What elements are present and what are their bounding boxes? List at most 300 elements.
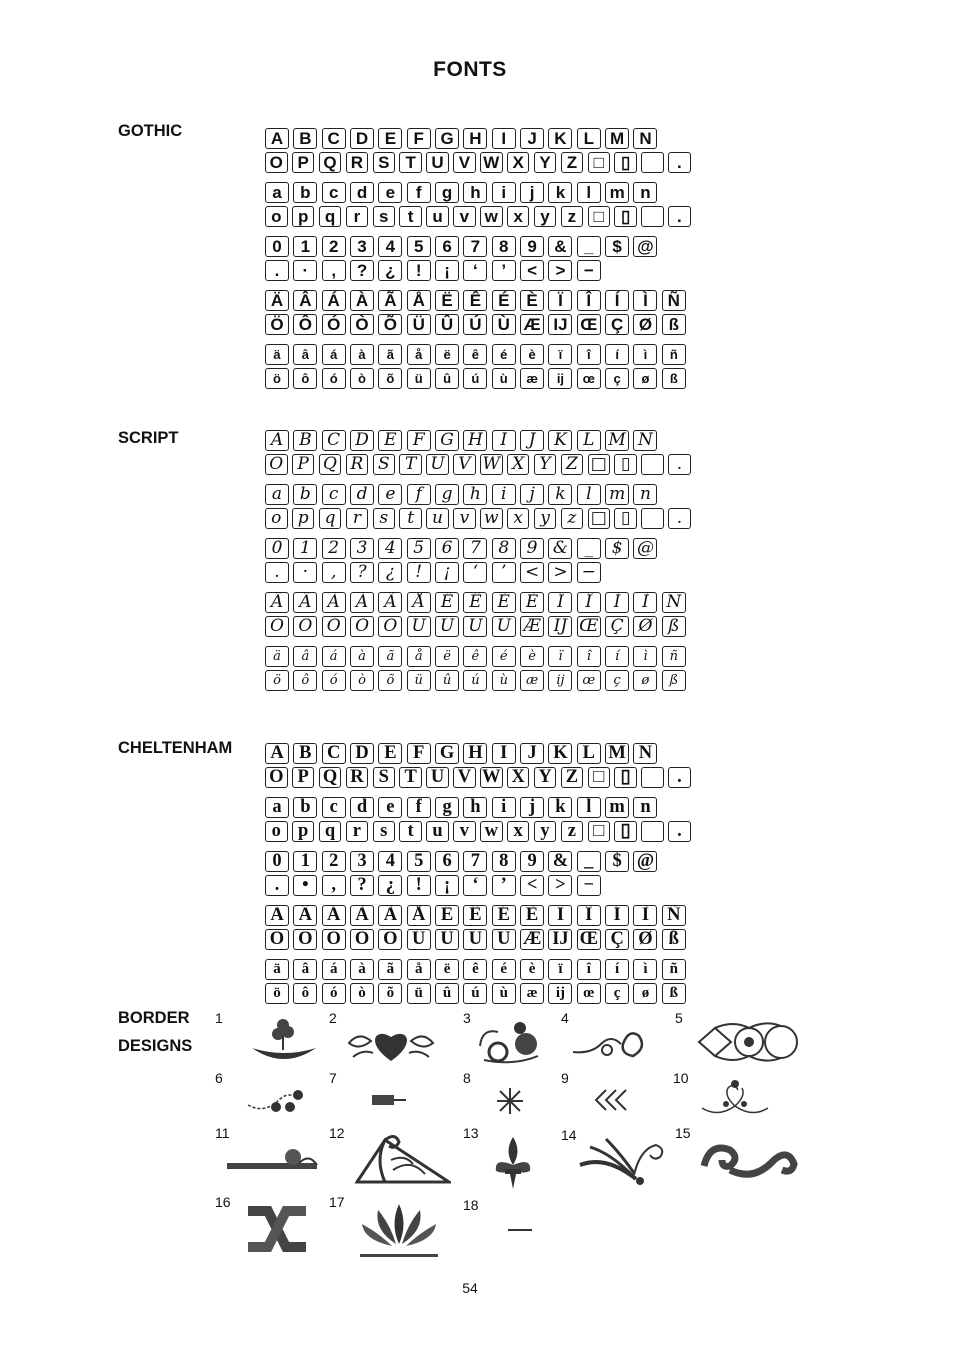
character-key: Ô: [293, 616, 317, 637]
character-key: a: [265, 182, 289, 203]
character-key: .: [668, 454, 691, 475]
character-key: 0: [265, 236, 289, 257]
rose-swirl-icon: [474, 1018, 544, 1066]
character-key: M: [605, 743, 629, 764]
character-key: g: [435, 182, 459, 203]
character-row: [265, 430, 695, 451]
border-number: 10: [673, 1070, 689, 1086]
character-key: z: [561, 206, 584, 227]
character-key: 4: [378, 851, 402, 872]
character-key: ë: [435, 959, 459, 980]
page-title: FONTS: [433, 58, 507, 81]
character-key: Ê: [463, 592, 487, 613]
character-key: Å: [407, 905, 431, 926]
character-key: X: [507, 454, 530, 475]
character-key: Á: [322, 290, 346, 311]
character-key: Ä: [265, 290, 289, 311]
character-key: 1: [293, 538, 317, 559]
tulip-vine-icon: [571, 1024, 651, 1062]
character-key: 8: [492, 851, 516, 872]
character-key: Î: [577, 905, 601, 926]
character-key: Y: [534, 152, 557, 173]
character-key: .: [265, 562, 289, 583]
character-key: IJ: [548, 314, 572, 335]
character-key: Æ: [520, 929, 544, 950]
character-key: U: [426, 767, 449, 788]
character-key: Á: [322, 905, 346, 926]
character-key: .: [668, 821, 691, 842]
character-key: u: [426, 508, 449, 529]
character-row: [265, 152, 695, 173]
character-key: v: [453, 508, 476, 529]
character-key: Ç: [605, 616, 629, 637]
character-key: Í: [605, 592, 629, 613]
character-key: é: [492, 344, 516, 365]
character-key: œ: [577, 670, 601, 691]
character-row: [265, 236, 695, 257]
script-character-grid: [265, 430, 695, 694]
character-key: L: [577, 743, 601, 764]
character-key: Ñ: [662, 592, 686, 613]
character-key: ì: [633, 646, 657, 667]
character-key: Ã: [378, 905, 402, 926]
character-key: É: [492, 905, 516, 926]
character-key: r: [346, 821, 369, 842]
character-key: U: [426, 454, 449, 475]
character-key: c: [322, 797, 346, 818]
character-key: ç: [605, 368, 629, 389]
character-key: l: [577, 484, 601, 505]
character-row: [265, 929, 695, 950]
character-key: Ñ: [662, 905, 686, 926]
character-key: ¡: [435, 875, 459, 896]
character-key: Ü: [407, 929, 431, 950]
character-key: B: [293, 430, 317, 451]
character-key: q: [319, 821, 342, 842]
character-key: l: [577, 797, 601, 818]
character-key: Z: [561, 454, 584, 475]
character-row: [265, 290, 695, 311]
character-row: [265, 128, 695, 149]
character-key: Å: [407, 592, 431, 613]
section-label-script: SCRIPT: [118, 429, 179, 447]
character-key: □: [588, 767, 611, 788]
character-key: .: [668, 206, 691, 227]
character-key: S: [373, 152, 396, 173]
character-key: ì: [633, 344, 657, 365]
character-key: e: [378, 797, 402, 818]
starburst-icon: [495, 1086, 525, 1116]
character-key: ▯: [614, 821, 637, 842]
character-key: Ò: [350, 929, 374, 950]
character-key: é: [492, 959, 516, 980]
character-key: ¿: [378, 875, 402, 896]
character-key: Ö: [265, 314, 289, 335]
character-key: b: [293, 797, 317, 818]
character-key: v: [453, 206, 476, 227]
character-key: _: [577, 538, 601, 559]
character-key: o: [265, 508, 288, 529]
character-key: ñ: [662, 646, 686, 667]
character-key: ø: [633, 983, 657, 1004]
character-key: I: [492, 743, 516, 764]
character-key: G: [435, 430, 459, 451]
character-key: ä: [265, 646, 289, 667]
character-key: Õ: [378, 616, 402, 637]
character-key: ü: [407, 983, 431, 1004]
character-key: M: [605, 430, 629, 451]
character-key: f: [407, 797, 431, 818]
border-number: 4: [561, 1010, 569, 1026]
character-key: [641, 454, 664, 475]
character-key: ö: [265, 670, 289, 691]
character-key: ▯: [614, 508, 637, 529]
character-row: [265, 616, 695, 637]
border-number: 13: [463, 1125, 479, 1141]
character-key: ·: [293, 562, 317, 583]
acanthus-corner-icon: [355, 1130, 451, 1186]
character-key: e: [378, 484, 402, 505]
character-key: z: [561, 821, 584, 842]
character-key: ’: [492, 875, 516, 896]
character-key: N: [633, 430, 657, 451]
section-label-cheltenham: CHELTENHAM: [118, 739, 233, 757]
character-key: N: [633, 743, 657, 764]
character-key: K: [548, 128, 572, 149]
character-key: ü: [407, 670, 431, 691]
character-key: è: [520, 646, 544, 667]
character-key: r: [346, 508, 369, 529]
dash-line-icon: [507, 1226, 533, 1234]
character-key: ô: [293, 983, 317, 1004]
character-key: ò: [350, 368, 374, 389]
character-key: Í: [605, 290, 629, 311]
character-key: 0: [265, 851, 289, 872]
character-key: y: [534, 206, 557, 227]
border-number: 12: [329, 1125, 345, 1141]
character-key: >: [548, 260, 572, 281]
border-number: 7: [329, 1070, 337, 1086]
character-key: 7: [463, 236, 487, 257]
character-key: ▯: [614, 152, 637, 173]
character-key: −: [577, 562, 601, 583]
character-key: i: [492, 797, 516, 818]
character-key: i: [492, 484, 516, 505]
character-key: û: [435, 983, 459, 1004]
character-key: X: [507, 152, 530, 173]
character-key: Ú: [463, 616, 487, 637]
character-key: â: [293, 646, 317, 667]
character-key: ø: [633, 670, 657, 691]
character-key: Ì: [633, 592, 657, 613]
character-key: á: [322, 344, 346, 365]
character-key: $: [605, 538, 629, 559]
character-key: q: [319, 508, 342, 529]
character-key: ▯: [614, 206, 637, 227]
character-key: ø: [633, 368, 657, 389]
character-key: Ø: [633, 314, 657, 335]
character-key: ë: [435, 646, 459, 667]
character-key: V: [453, 767, 476, 788]
palmette-icon: [356, 1200, 442, 1260]
character-key: @: [633, 236, 657, 257]
character-row: [265, 851, 695, 872]
character-key: ij: [548, 368, 572, 389]
character-key: ,: [322, 562, 346, 583]
character-key: U: [426, 152, 449, 173]
character-key: L: [577, 128, 601, 149]
character-key: ’: [492, 562, 516, 583]
character-key: ö: [265, 368, 289, 389]
character-key: f: [407, 182, 431, 203]
character-row: [265, 314, 695, 335]
character-key: <: [520, 260, 544, 281]
character-key: í: [605, 646, 629, 667]
cheltenham-character-grid: [265, 743, 695, 1007]
character-key: G: [435, 128, 459, 149]
character-key: _: [577, 851, 601, 872]
border-number: 5: [675, 1010, 683, 1026]
character-key: Ì: [633, 905, 657, 926]
character-key: ì: [633, 959, 657, 980]
character-key: X: [507, 767, 530, 788]
character-key: Ç: [605, 929, 629, 950]
character-key: û: [435, 368, 459, 389]
character-key: e: [378, 182, 402, 203]
character-key: $: [605, 236, 629, 257]
character-key: L: [577, 430, 601, 451]
character-key: à: [350, 344, 374, 365]
character-key: ß: [662, 314, 686, 335]
character-key: Ó: [322, 616, 346, 637]
character-key: v: [453, 821, 476, 842]
character-key: Ï: [548, 290, 572, 311]
character-key: [641, 508, 664, 529]
character-key: õ: [378, 983, 402, 1004]
character-key: □: [588, 454, 611, 475]
character-key: ç: [605, 983, 629, 1004]
character-key: á: [322, 646, 346, 667]
character-key: à: [350, 646, 374, 667]
character-key: 8: [492, 236, 516, 257]
character-row: [265, 454, 695, 475]
character-key: Ê: [463, 290, 487, 311]
berry-swirl-icon: [246, 1083, 312, 1119]
character-key: Æ: [520, 314, 544, 335]
character-key: 6: [435, 851, 459, 872]
character-key: ë: [435, 344, 459, 365]
character-key: Ë: [435, 905, 459, 926]
character-key: Ë: [435, 290, 459, 311]
character-key: n: [633, 182, 657, 203]
character-key: È: [520, 905, 544, 926]
border-number: 3: [463, 1010, 471, 1026]
character-key: E: [378, 128, 402, 149]
character-row: [265, 797, 695, 818]
character-key: ?: [350, 260, 374, 281]
character-key: ß: [662, 616, 686, 637]
character-key: t: [399, 821, 422, 842]
character-row: [265, 562, 695, 583]
character-key: @: [633, 851, 657, 872]
character-row: [265, 538, 695, 559]
character-key: <: [520, 875, 544, 896]
character-key: ú: [463, 983, 487, 1004]
character-key: æ: [520, 670, 544, 691]
character-key: x: [507, 508, 530, 529]
character-key: ú: [463, 368, 487, 389]
character-key: Ä: [265, 592, 289, 613]
character-key: î: [577, 646, 601, 667]
character-key: Ó: [322, 929, 346, 950]
section-label-designs: DESIGNS: [118, 1037, 193, 1055]
character-key: á: [322, 959, 346, 980]
character-key: x: [507, 206, 530, 227]
character-key: ▯: [614, 454, 637, 475]
character-key: W: [480, 152, 503, 173]
character-row: [265, 670, 695, 691]
character-key: ï: [548, 344, 572, 365]
character-key: M: [605, 128, 629, 149]
character-key: Å: [407, 290, 431, 311]
character-key: •: [293, 875, 317, 896]
character-key: □: [588, 206, 611, 227]
character-key: À: [350, 905, 374, 926]
character-key: ó: [322, 368, 346, 389]
character-key: O: [265, 152, 288, 173]
character-key: Ñ: [662, 290, 686, 311]
character-key: &: [548, 851, 572, 872]
character-key: Õ: [378, 929, 402, 950]
character-key: ß: [662, 670, 686, 691]
character-key: r: [346, 206, 369, 227]
character-key: h: [463, 182, 487, 203]
border-number: 15: [675, 1125, 691, 1141]
character-key: m: [605, 797, 629, 818]
character-key: Y: [534, 454, 557, 475]
border-number: 1: [215, 1010, 223, 1026]
character-key: □: [588, 508, 611, 529]
character-key: −: [577, 875, 601, 896]
character-key: V: [453, 454, 476, 475]
character-key: P: [292, 152, 315, 173]
character-key: C: [322, 128, 346, 149]
character-key: R: [346, 454, 369, 475]
character-key: j: [520, 484, 544, 505]
character-key: 6: [435, 236, 459, 257]
character-key: ç: [605, 670, 629, 691]
flower-chain-icon: [695, 1018, 805, 1066]
character-key: d: [350, 484, 374, 505]
character-key: H: [463, 743, 487, 764]
character-key: û: [435, 670, 459, 691]
character-key: ù: [492, 983, 516, 1004]
character-key: n: [633, 484, 657, 505]
character-key: P: [292, 454, 315, 475]
character-key: ¿: [378, 260, 402, 281]
character-key: Æ: [520, 616, 544, 637]
character-key: Ø: [633, 929, 657, 950]
character-key: æ: [520, 368, 544, 389]
character-key: 0: [265, 538, 289, 559]
section-label-gothic: GOTHIC: [118, 122, 183, 140]
character-key: !: [407, 875, 431, 896]
character-key: R: [346, 767, 369, 788]
character-key: y: [534, 821, 557, 842]
character-key: ij: [548, 983, 572, 1004]
character-key: Z: [561, 767, 584, 788]
character-key: Ì: [633, 290, 657, 311]
character-key: A: [265, 743, 289, 764]
section-label-border: BORDER: [118, 1009, 190, 1027]
character-key: ▯: [614, 767, 637, 788]
character-key: ô: [293, 368, 317, 389]
character-key: k: [548, 797, 572, 818]
character-key: î: [577, 959, 601, 980]
character-key: T: [399, 152, 422, 173]
character-key: ’: [492, 260, 516, 281]
character-key: ‘: [463, 875, 487, 896]
heart-leaves-icon: [345, 1023, 437, 1065]
character-row: [265, 646, 695, 667]
character-key: m: [605, 182, 629, 203]
character-key: ñ: [662, 959, 686, 980]
border-number: 8: [463, 1070, 471, 1086]
character-key: ù: [492, 368, 516, 389]
character-key: ê: [463, 344, 487, 365]
character-key: o: [265, 206, 288, 227]
character-key: 3: [350, 538, 374, 559]
character-key: h: [463, 797, 487, 818]
character-key: y: [534, 508, 557, 529]
character-key: s: [373, 508, 396, 529]
character-key: Ï: [548, 592, 572, 613]
character-key: j: [520, 797, 544, 818]
character-key: ij: [548, 670, 572, 691]
character-key: t: [399, 206, 422, 227]
character-row: [265, 743, 695, 764]
character-key: K: [548, 430, 572, 451]
character-key: &: [548, 236, 572, 257]
character-key: 7: [463, 538, 487, 559]
character-key: ä: [265, 344, 289, 365]
character-key: D: [350, 430, 374, 451]
character-key: J: [520, 743, 544, 764]
character-key: 8: [492, 538, 516, 559]
character-key: [641, 152, 664, 173]
character-key: Û: [435, 314, 459, 335]
character-key: f: [407, 484, 431, 505]
character-row: [265, 821, 695, 842]
character-key: Â: [293, 905, 317, 926]
character-key: C: [322, 430, 346, 451]
character-key: Ô: [293, 929, 317, 950]
character-key: d: [350, 182, 374, 203]
character-key: I: [492, 128, 516, 149]
character-key: p: [292, 508, 315, 529]
small-bar-icon: [370, 1093, 410, 1107]
border-number: 18: [463, 1197, 479, 1213]
character-key: −: [577, 260, 601, 281]
character-row: [265, 905, 695, 926]
character-key: Q: [319, 152, 342, 173]
character-row: [265, 959, 695, 980]
character-key: ö: [265, 983, 289, 1004]
character-key: É: [492, 290, 516, 311]
character-key: Y: [534, 767, 557, 788]
character-key: x: [507, 821, 530, 842]
character-key: H: [463, 128, 487, 149]
